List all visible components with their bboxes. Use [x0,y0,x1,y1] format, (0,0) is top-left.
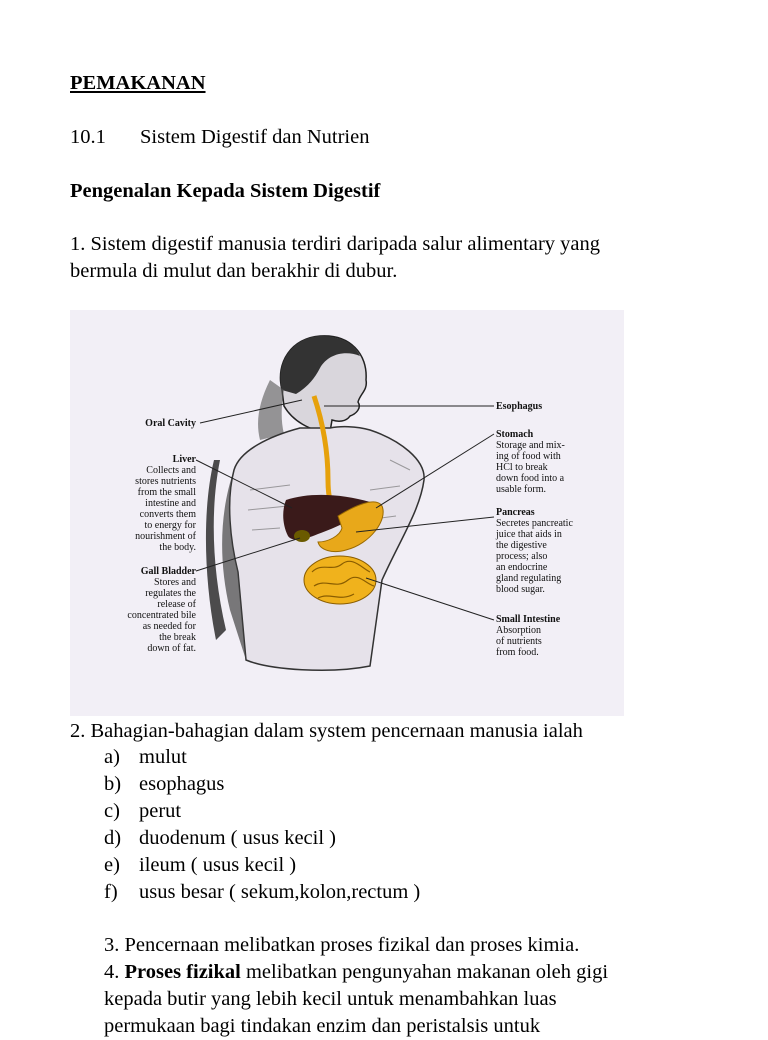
list-item-text: perut [139,800,182,822]
paragraph-4-prefix: 4. [104,961,125,983]
paragraph-1-line-2: bermula di mulut dan berakhir di dubur. [70,260,398,282]
paragraph-4-line-3: permukaan bagi tindakan enzim dan peristalsis untuk [104,1015,541,1037]
label-stomach-title: Stomach [496,429,534,440]
label-gall-bladder-line: concentrated bile [127,610,196,621]
label-stomach-line: usable form. [496,484,546,495]
subheading: Pengenalan Kepada Sistem Digestif [70,180,381,202]
label-esophagus-title: Esophagus [496,401,543,412]
label-liver-line: nourishment of [135,531,196,542]
label-stomach-line: HCl to break [496,462,548,473]
label-small-intestine-line: from food. [496,647,539,658]
label-stomach-line: down food into a [496,473,565,484]
paragraph-4-line-1 [104,959,608,986]
list-item-text: mulut [139,746,187,768]
label-gall-bladder-line: down of fat. [147,643,196,654]
list-item [104,825,420,852]
label-stomach-line: Storage and mix- [496,440,565,451]
paragraph-3: 3. Pencernaan melibatkan proses fizikal dan proses kimia. [104,934,580,956]
gall-bladder-shape [294,530,310,542]
label-liver [90,454,196,553]
label-gall-bladder-line: Stores and [154,577,196,588]
label-gall-bladder [90,566,196,654]
paragraph-2: 2. Bahagian-bahagian dalam system pencernaan manusia ialah [70,720,583,742]
label-small-intestine-line: of nutrients [496,636,542,647]
section-number: 10.1 [70,126,106,148]
label-liver-line: converts them [139,509,196,520]
label-gall-bladder-line: as needed for [142,621,196,632]
paragraph-4-rest: melibatkan pengunyahan makanan oleh gigi [240,961,609,983]
label-pancreas-line: an endocrine [496,562,548,573]
label-esophagus [496,401,616,412]
label-gall-bladder-line: release of [157,599,196,610]
neck-back [258,380,284,440]
label-pancreas-line: Secretes pancreatic [496,518,573,529]
paragraph-4-bold-term: Proses fizikal [124,961,241,983]
label-gall-bladder-line: regulates the [145,588,196,599]
list-item-text: esophagus [139,773,225,795]
list-item-text: duodenum ( usus kecil ) [139,827,336,849]
paragraph-1-line-1: 1. Sistem digestif manusia terdiri daripada salur alimentary yang [70,233,601,255]
label-liver-line: to energy for [144,520,196,531]
list-item-text: ileum ( usus kecil ) [139,854,297,876]
label-stomach-line: ing of food with [496,451,561,462]
list-marker: c) [104,800,120,822]
label-pancreas-line: the digestive [496,540,547,551]
small-intestine-shape [304,556,376,604]
label-oral-cavity [110,418,196,429]
list-marker: b) [104,773,122,795]
list-marker: e) [104,854,120,876]
list-item-text: usus besar ( sekum,kolon,rectum ) [139,881,421,903]
label-liver-line: the body. [159,542,196,553]
label-liver-title: Liver [172,454,196,465]
paragraph-4-line-2: kepada butir yang lebih kecil untuk menambahkan luas [104,988,557,1010]
label-gall-bladder-title: Gall Bladder [140,566,196,577]
label-liver-line: stores nutrients [135,476,196,487]
label-pancreas-line: juice that aids in [496,529,562,540]
digestive-system-figure [70,310,624,716]
list-item [104,744,420,771]
label-pancreas-title: Pancreas [496,507,535,518]
list-item [104,879,420,906]
label-liver-line: from the small [137,487,196,498]
label-pancreas-line: gland regulating [496,573,562,584]
list-marker: a) [104,746,120,768]
list-marker: d) [104,827,122,849]
list-item [104,852,420,879]
digestive-parts-list [104,744,420,906]
label-liver-line: intestine and [145,498,196,509]
label-pancreas [496,507,620,595]
list-item [104,771,420,798]
label-pancreas-line: process; also [496,551,548,562]
list-item [104,798,420,825]
label-pancreas-line: blood sugar. [496,584,545,595]
label-small-intestine-line: Absorption [496,625,541,636]
label-liver-line: Collects and [146,465,196,476]
label-stomach [496,429,620,495]
page-heading: PEMAKANAN [70,72,206,94]
label-oral-cavity-title: Oral Cavity [145,418,196,429]
section-title: Sistem Digestif dan Nutrien [140,126,370,148]
label-gall-bladder-line: the break [159,632,196,643]
label-small-intestine-title: Small Intestine [496,614,561,625]
label-small-intestine [496,614,620,658]
list-marker: f) [104,881,118,903]
